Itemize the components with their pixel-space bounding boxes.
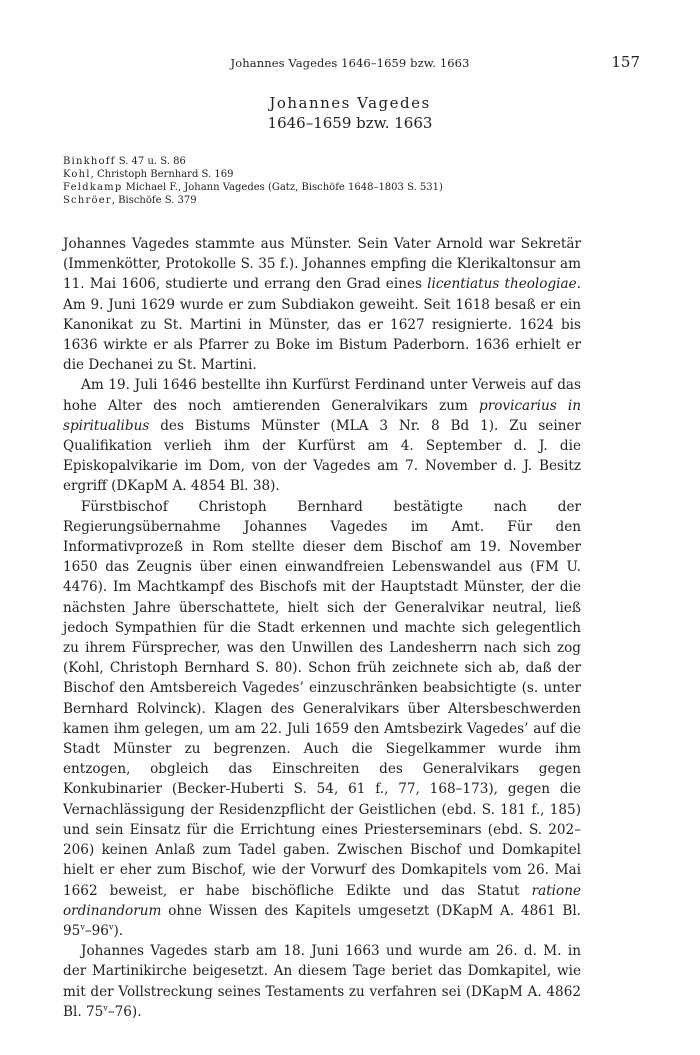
reference-item [63, 194, 643, 207]
reference-text: , Bischöfe S. 379 [111, 195, 197, 206]
reference-text: , Christoph Bernhard S. 169 [90, 169, 234, 180]
reference-item [63, 168, 643, 181]
text-run: des Bistums Münster (MLA 3 Nr. 8 Bd 1). Zu seiner Qualifikation verlieh ihm der Kurfürst am 4. September d. J. die Episkopalvikarie im Dom, von der Vagedes am 7. November d. J. Besitz ergriff (DKapM A. 4854 Bl. 38). [63, 417, 581, 495]
page-number: 157 [611, 53, 640, 71]
italic-phrase: licentiatus theologiae [427, 276, 577, 293]
reference-item [63, 181, 643, 194]
entry-title [0, 93, 700, 133]
text-run: ). [113, 922, 124, 939]
text-run: –96 [84, 922, 109, 939]
folio-verso-mark: v [108, 922, 114, 932]
running-title: Johannes Vagedes 1646–1659 bzw. 1663 [230, 56, 470, 70]
body-text [63, 234, 581, 1022]
paragraph [63, 375, 581, 496]
text-run: ohne Wissen des Kapitels umgesetzt (DKapM A. 4861 Bl. 95 [63, 902, 581, 939]
folio-verso-mark: v [80, 922, 85, 932]
text-run: Johannes Vagedes stammte aus Münster. Sein Vater Arnold war Sekretär (Immenkötter, Protokolle S. 35 f.). Johannes empfing die Klerikaltonsur am 11. Mai 1606, studierte und errang den Grad eines [63, 236, 581, 293]
reference-text: Michael F., Johann Vagedes (Gatz, Bischöfe 1648–1803 S. 531) [122, 182, 443, 193]
entry-dates: 1646–1659 bzw. 1663 [267, 114, 433, 132]
reference-author: Kohl [63, 169, 91, 180]
paragraph [63, 941, 581, 1022]
folio-verso-mark: v [103, 1003, 108, 1013]
italic-phrase: provicarius in spiritualibus [63, 397, 582, 434]
reference-item [63, 155, 643, 168]
running-head [60, 53, 640, 76]
italic-phrase: ratione ordinandorum [63, 882, 581, 919]
text-run: Johannes Vagedes starb am 18. Juni 1663 und wurde am 26. d. M. in der Martinikirche beigesetzt. An diesem Tage beriet das Domkapitel, wie mit der Vollstreckung seines Testaments zu verfahren sei (DKapM A. 4862 Bl. 75 [63, 943, 581, 1020]
reference-author: Schröer [63, 195, 112, 206]
text-run: . Am 9. Juni 1629 wurde er zum Subdiakon geweiht. Seit 1618 besaß er ein Kanonikat zu St. Martini in Münster, das er 1627 resignierte. 1624 bis 1636 wirkte er als Pfarrer zu Boke im Bistum Paderborn. 1636 erhielt er die Dechanei zu St. Martini. [63, 276, 581, 374]
paragraph [63, 497, 581, 941]
entry-name: Johannes Vagedes [269, 94, 431, 112]
reference-text: S. 47 u. S. 86 [115, 156, 186, 167]
text-run: Am 19. Juli 1646 bestellte ihn Kurfürst Ferdinand unter Verweis auf das hohe Alter des noch amtierenden Generalvikars zum [63, 377, 581, 414]
reference-list [63, 155, 643, 207]
text-run: Fürstbischof Christoph Bernhard bestätigte nach der Regierungsübernahme Johannes Vagedes im Amt. Für den Informativprozeß in Rom stellte dieser dem Bischof am 19. November 1650 das Zeugnis über einen einwandfreien Lebenswandel aus (FM U. 4476). Im Machtkampf des Bischofs mit der Hauptstadt Münster, der die nächsten Jahre überschattete, hielt sich der Generalvikar neutral, ließ jedoch Sympathien für die Stadt erkennen und machte sich gelegentlich zu ihrem Fürsprecher, was den Unwillen des Landesherrn nach sich zog (Kohl, Christoph Bernhard S. 80). Schon früh zeichnete sich ab, daß der Bischof den Amtsbereich Vagedes’ einzuschränken beabsichtigte (s. unter Bernhard Rolvinck). Klagen des Generalvikars über Altersbeschwerden kamen ihm gelegen, um am 22. Juli 1659 den Amtsbezirk Vagedes’ auf die Stadt Münster zu begrenzen. Auch die Siegelkammer wurde ihm entzogen, obgleich das Einschreiten des Generalvikars gegen Konkubinarier (Becker-Huberti S. 54, 61 f., 77, 168–173), gegen die Vernachlässigung der Residenzpflicht der Geistlichen (ebd. S. 181 f., 185) und sein Einsatz für die Errichtung eines Priesterseminars (ebd. S. 202–206) keinen Anlaß zum Tadel gaben. Zwischen Bischof und Domkapitel hielt er eher zum Bischof, wie der Vorwurf des Domkapitels vom 26. Mai 1662 beweist, er habe bischöfliche Edikte und das Statut [63, 498, 581, 899]
reference-author: Feldkamp [63, 182, 123, 193]
reference-author: Binkhoff [63, 156, 116, 167]
paragraph [63, 234, 581, 375]
text-run: –76). [107, 1003, 142, 1020]
